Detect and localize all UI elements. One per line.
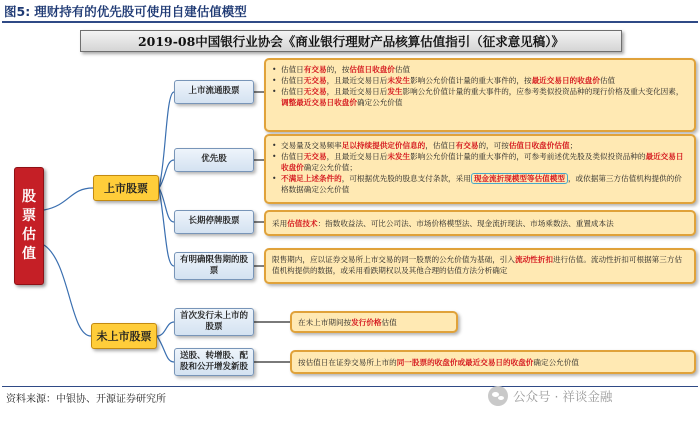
desc-preferred-stocks: [264, 134, 696, 204]
node-ipo-unlisted-stocks: 首次发行未上市的股票: [174, 308, 254, 336]
branch-unlisted-stocks: 未上市股票: [91, 323, 157, 349]
desc-circulating-stocks: [264, 58, 696, 132]
connector-listed-restricted: [159, 188, 174, 266]
root-char: 票: [22, 208, 36, 225]
desc-item: • 估值日无交易，且最近交易日后未发生影响公允价值计量的重大事件的，可参考前述优先股及类似投资品种的最近交易日收盘价确定公允价值；: [272, 151, 688, 173]
connector-root-listed: [44, 188, 93, 210]
desc-restricted-stocks: 限售期内，应以证券交易所上市交易的同一股票的公允价值为基础，引入流动性折扣进行估值。流动性折扣可根据第三方估值机构提供的数据，或采用看跌期权以及其他合理的估值方法分析确定: [264, 248, 696, 284]
desc-suspended-stocks: 采用 估值技术 ：指数收益法、可比公司法、市场价格模型法、现金流折现法、市场乘数法、重置成本法: [264, 210, 696, 236]
root-char: 估: [22, 227, 36, 243]
desc-item: • 不满足上述条件的，可根据优先股的股息支付条款，采用 现金流折现模型等估值模型 ，或依据第三方估值机构提供的价格数据确定公允价值: [272, 173, 688, 195]
desc-item: • 估值日无交易，且最近交易日后发生影响公允价值计量的重大事件的，应参考类似投资品种的现行价格及重大变化因素，调整最近交易日收盘价确定公允价值: [272, 86, 688, 108]
root-node-stock-valuation: [14, 167, 44, 285]
connector-listed-circulating: [159, 92, 174, 188]
watermark: [488, 386, 612, 406]
node-restricted-stocks: 有明确限售期的股票: [174, 252, 254, 280]
source-note: 资料来源：中银协、开源证券研究所: [6, 394, 166, 405]
desc-item: • 交易量及交易频率足以持续提供定价信息的，估值日有交易的，可按估值日收盘价估值；: [272, 140, 688, 151]
wechat-icon: [488, 386, 508, 406]
banner-title: 2019-08中国银行业协会《商业银行理财产品核算估值指引（征求意见稿）》: [80, 30, 622, 52]
figure-number: 图5:: [4, 4, 31, 19]
node-preferred-stocks: 优先股: [174, 148, 254, 172]
desc-item: • 估值日无交易，且最近交易日后未发生影响公允价值计量的重大事件的，按最近交易日的收盘价估值: [272, 75, 688, 86]
node-suspended-stocks: 长期停牌股票: [174, 210, 254, 234]
root-char: 值: [22, 245, 36, 262]
connector-unlisted-ipo: [157, 322, 174, 336]
highlight-dcf-model: 现金流折现模型等估值模型: [471, 173, 568, 184]
node-bonus-rights-stocks: 送股、转增股、配股和公开增发新股: [174, 348, 254, 376]
connector-root-unlisted: [44, 245, 91, 336]
node-circulating-stocks: 上市流通股票: [174, 80, 254, 104]
branch-listed-stocks: 上市股票: [93, 175, 159, 201]
figure-title: 理财持有的优先股可使用自建估值模型: [34, 4, 247, 19]
desc-item: • 估值日有交易的，按估值日收盘价估值: [272, 64, 688, 75]
connector-unlisted-bonus: [157, 336, 174, 362]
desc-ipo-unlisted: 在未上市期间按 发行价格 估值: [290, 311, 458, 333]
desc-bonus-rights: 按估值日在证券交易所上市的 同一股票的收盘价或最近交易日的收盘价 确定公允价值: [290, 350, 696, 374]
watermark-text: 公众号 · 祥谈金融: [513, 389, 613, 404]
root-char: 股: [22, 189, 36, 206]
